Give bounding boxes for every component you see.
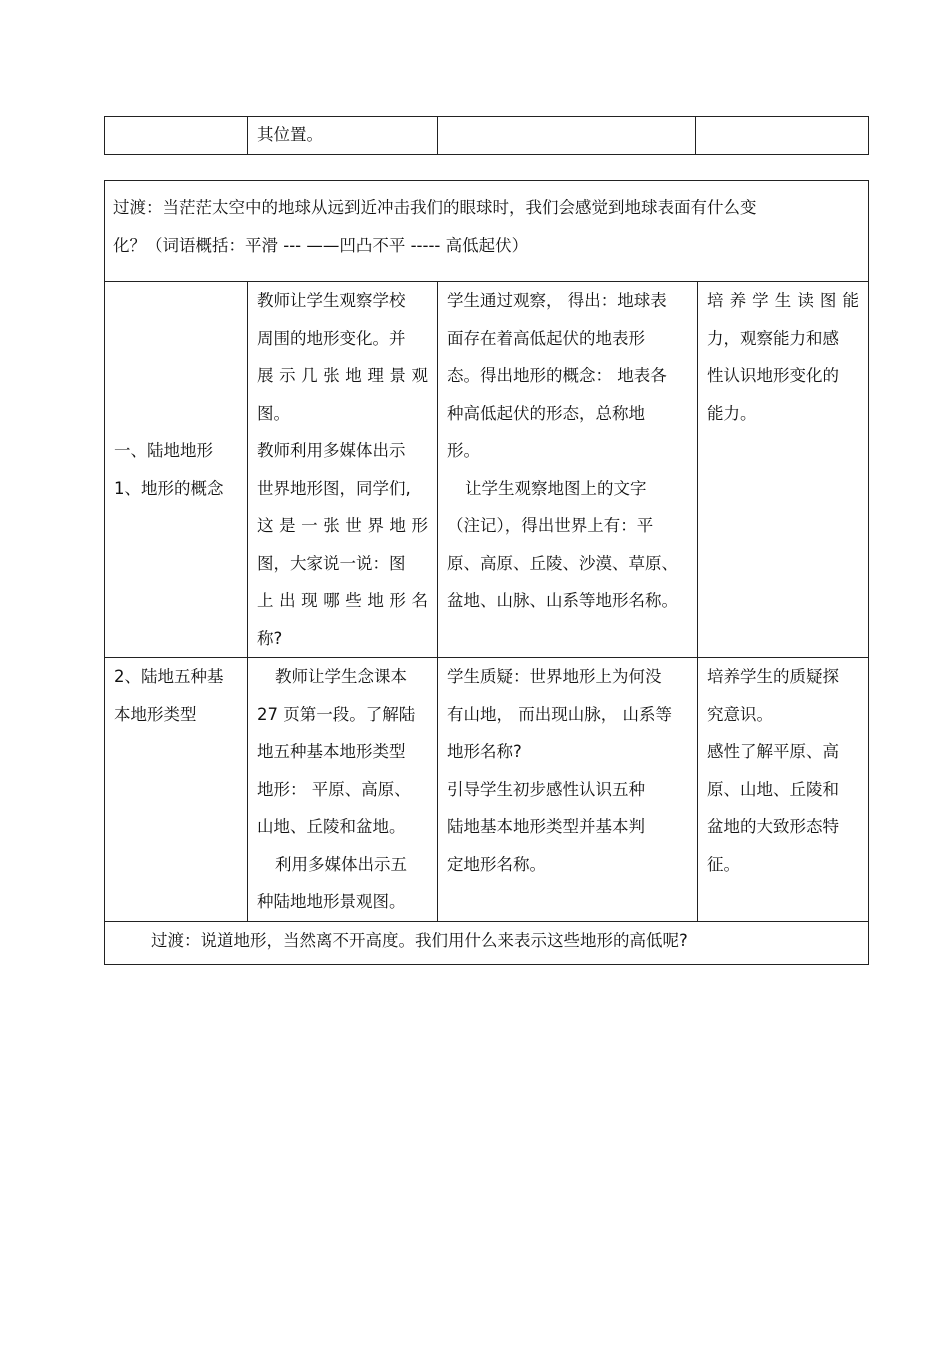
transition-text: 过渡：当茫茫太空中的地球从远到近冲击我们的眼球时，我们会感觉到地球表面有什么变	[113, 198, 757, 217]
text-line: 定地形名称。	[447, 854, 546, 874]
topic-text: 1、地形的概念	[114, 478, 224, 498]
text-line: 学生质疑：世界地形上为何没	[447, 667, 662, 686]
topic-cell	[105, 658, 248, 922]
text-line: 地五种基本地形类型	[257, 742, 406, 761]
text-line: 盆地的大致形态特	[707, 817, 839, 836]
text-line: 地形名称?	[447, 742, 522, 761]
text-line: 利用多媒体出示五	[275, 854, 407, 874]
table-cell	[696, 117, 869, 155]
text-line: 原、山地、丘陵和	[707, 779, 839, 799]
text-line: 引导学生初步感性认识五种	[447, 779, 645, 799]
student-activity-cell	[438, 658, 698, 922]
text-line: 力，观察能力和感	[707, 328, 839, 348]
text-line: 周围的地形变化。并	[257, 328, 406, 348]
text-line: 面存在着高低起伏的地表形	[447, 328, 645, 348]
text-line: 山地、丘陵和盆地。	[257, 817, 406, 836]
text-line: 教师利用多媒体出示	[257, 441, 406, 460]
text-line: 上出现哪些地形名	[257, 591, 428, 610]
text-line: 种陆地地形景观图。	[257, 892, 406, 911]
text-line: 世界地形图，同学们,	[257, 478, 411, 498]
text-line: 培养学生读图能	[707, 291, 859, 310]
text-line: 原、高原、丘陵、沙漠、草原、	[447, 553, 678, 573]
text-line: 图，大家说一说：图	[257, 553, 406, 573]
table-row	[105, 181, 869, 282]
text-line: 教师让学生念课本	[275, 667, 407, 686]
transition-top-cell	[105, 181, 869, 282]
text-line: 培养学生的质疑探	[707, 667, 839, 686]
teacher-activity-cell	[248, 282, 438, 658]
transition-bottom-cell: 过渡：说道地形，当然离不开高度。我们用什么来表示这些地形的高低呢?	[105, 921, 869, 964]
text-line: 究意识。	[707, 704, 773, 724]
teacher-activity-cell	[248, 658, 438, 922]
purpose-cell	[698, 282, 869, 658]
transition-text: 化？（词语概括：平滑 --- ——凹凸不平 ----- 高低起伏）	[113, 236, 529, 255]
text-line: （注记），得出世界上有：平	[447, 516, 654, 535]
text-line: 让学生观察地图上的文字	[465, 478, 647, 498]
topic-text: 2、陆地五种基	[114, 667, 224, 686]
text-line: 教师让学生观察学校	[257, 291, 406, 310]
topic-text: 本地形类型	[114, 704, 197, 724]
text-line: 这是一张世界地形	[257, 516, 428, 535]
top-table-fragment	[104, 116, 869, 155]
text-line: 27 页第一段。了解陆	[257, 704, 416, 724]
table-cell	[105, 117, 248, 155]
text-line: 学生通过观察， 得出：地球表	[447, 291, 667, 310]
topic-cell	[105, 282, 248, 658]
text-line: 性认识地形变化的	[707, 366, 839, 385]
student-activity-cell	[438, 282, 698, 658]
text-line: 展示几张地理景观	[257, 366, 428, 385]
text-line: 能力。	[707, 403, 757, 423]
purpose-cell	[698, 658, 869, 922]
topic-text: 一、陆地地形	[114, 441, 213, 460]
table-row	[105, 921, 869, 964]
table-row	[105, 117, 869, 155]
text-line: 盆地、山脉、山系等地形名称。	[447, 591, 678, 610]
table-row	[105, 658, 869, 922]
text-line: 称?	[257, 628, 283, 648]
text-line: 陆地基本地形类型并基本判	[447, 817, 645, 836]
text-line: 图。	[257, 403, 290, 423]
lesson-table	[104, 180, 869, 965]
text-line: 态。得出地形的概念： 地表各	[447, 366, 667, 385]
text-line: 形。	[447, 441, 480, 460]
text-line: 种高低起伏的形态，总称地	[447, 403, 645, 423]
table-row	[105, 282, 869, 658]
text-line: 地形： 平原、高原、	[257, 779, 411, 799]
text-line: 有山地， 而出现山脉， 山系等	[447, 704, 672, 724]
text-line: 感性了解平原、高	[707, 742, 839, 761]
table-cell: 其位置。	[248, 117, 438, 155]
text-line: 征。	[707, 854, 740, 874]
table-cell	[438, 117, 696, 155]
